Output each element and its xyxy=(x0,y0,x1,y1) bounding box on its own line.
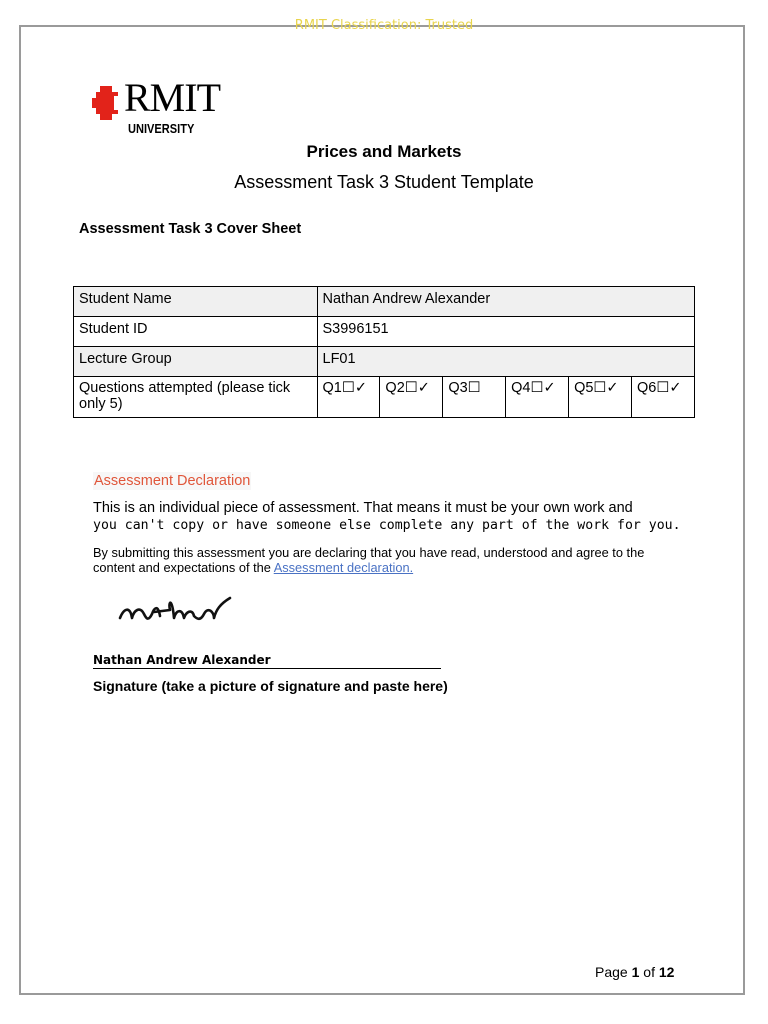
table-row xyxy=(74,377,695,418)
logo-word: RMIT xyxy=(124,75,220,120)
declaration-heading: Assessment Declaration xyxy=(94,473,251,489)
question-5-checkbox[interactable]: Q5☐✓ xyxy=(569,377,632,418)
page-of: of xyxy=(639,964,659,980)
student-id-value: S3996151 xyxy=(317,317,695,347)
student-info-table xyxy=(73,286,695,418)
lecture-group-value: LF01 xyxy=(317,347,695,377)
question-4-checkbox[interactable]: Q4☐✓ xyxy=(506,377,569,418)
student-name-label: Student Name xyxy=(74,287,318,317)
page-number xyxy=(595,964,674,980)
student-id-label: Student ID xyxy=(74,317,318,347)
student-name-value: Nathan Andrew Alexander xyxy=(317,287,695,317)
page-total: 12 xyxy=(658,964,675,980)
lecture-group-label: Lecture Group xyxy=(74,347,318,377)
declaration-line-1: This is an individual piece of assessment. That means it must be your own work and xyxy=(93,500,633,516)
declaration-line-2: you can't copy or have someone else complete any part of the work for you. xyxy=(93,518,681,533)
question-2-checkbox[interactable]: Q2☐✓ xyxy=(380,377,443,418)
classification-label: RMIT Classification: Trusted xyxy=(294,18,474,33)
declaration-agreement-text: By submitting this assessment you are declaring that you have read, understood and agree to the content and expectations of the xyxy=(93,545,645,575)
document-title: Prices and Markets xyxy=(306,142,462,161)
signature-caption: Signature (take a picture of signature and paste here) xyxy=(93,678,448,694)
page-prefix: Page xyxy=(595,964,632,980)
cover-sheet-heading: Assessment Task 3 Cover Sheet xyxy=(79,221,302,237)
table-row xyxy=(74,317,695,347)
assessment-declaration-link[interactable]: Assessment declaration. xyxy=(273,560,414,575)
handwritten-signature xyxy=(110,588,240,636)
logo-subtitle: UNIVERSITY xyxy=(128,121,195,136)
question-6-checkbox[interactable]: Q6☐✓ xyxy=(632,377,695,418)
rmit-logo xyxy=(92,75,222,140)
table-row xyxy=(74,347,695,377)
signer-name: Nathan Andrew Alexander xyxy=(93,653,271,667)
declaration-agreement xyxy=(93,545,683,575)
page-current: 1 xyxy=(631,964,640,980)
question-1-checkbox[interactable]: Q1☐✓ xyxy=(317,377,380,418)
questions-attempted-label: Questions attempted (please tick only 5) xyxy=(74,377,318,418)
document-subtitle: Assessment Task 3 Student Template xyxy=(234,172,534,192)
signature-line xyxy=(93,668,441,669)
question-3-checkbox[interactable]: Q3☐ xyxy=(443,377,506,418)
rmit-pixel-icon xyxy=(92,86,122,120)
table-row xyxy=(74,287,695,317)
declaration-paragraph xyxy=(93,500,693,534)
